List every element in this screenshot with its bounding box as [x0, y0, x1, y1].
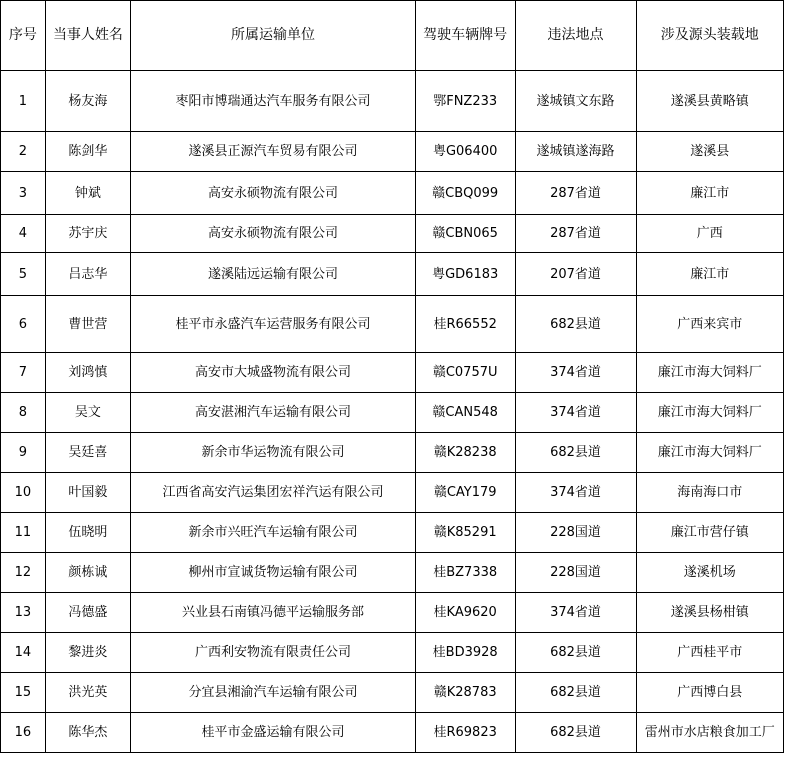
- cell-location: 228国道: [515, 513, 636, 553]
- header-location: 违法地点: [515, 1, 636, 71]
- cell-location: 682县道: [515, 673, 636, 713]
- cell-location: 682县道: [515, 713, 636, 753]
- cell-location: 682县道: [515, 433, 636, 473]
- table-row: [1, 673, 784, 713]
- cell-company: 新余市华运物流有限公司: [131, 433, 416, 473]
- cell-index: 5: [1, 253, 46, 296]
- table-row: [1, 253, 784, 296]
- table-row: [1, 593, 784, 633]
- cell-origin: 雷州市水店粮食加工厂: [636, 713, 784, 753]
- cell-index: 1: [1, 71, 46, 132]
- cell-index: 11: [1, 513, 46, 553]
- table-body: [1, 71, 784, 753]
- cell-plate: 粤GD6183: [415, 253, 515, 296]
- header-row: [1, 1, 784, 71]
- table-row: [1, 633, 784, 673]
- cell-name: 伍晓明: [45, 513, 130, 553]
- cell-origin: 广西博白县: [636, 673, 784, 713]
- cell-location: 374省道: [515, 393, 636, 433]
- cell-plate: 桂R66552: [415, 296, 515, 353]
- cell-name: 吴廷喜: [45, 433, 130, 473]
- cell-company: 江西省高安汽运集团宏祥汽运有限公司: [131, 473, 416, 513]
- cell-index: 6: [1, 296, 46, 353]
- cell-plate: 赣CBN065: [415, 215, 515, 253]
- header-company: 所属运输单位: [131, 1, 416, 71]
- cell-location: 遂城镇文东路: [515, 71, 636, 132]
- cell-index: 9: [1, 433, 46, 473]
- cell-origin: 遂溪县黄略镇: [636, 71, 784, 132]
- cell-location: 207省道: [515, 253, 636, 296]
- cell-plate: 赣K28783: [415, 673, 515, 713]
- table-row: [1, 713, 784, 753]
- cell-origin: 广西来宾市: [636, 296, 784, 353]
- header-origin: 涉及源头装载地: [636, 1, 784, 71]
- cell-plate: 桂KA9620: [415, 593, 515, 633]
- table-row: [1, 513, 784, 553]
- cell-origin: 廉江市海大饲料厂: [636, 433, 784, 473]
- cell-name: 苏宇庆: [45, 215, 130, 253]
- cell-plate: 赣CBQ099: [415, 172, 515, 215]
- cell-name: 陈华杰: [45, 713, 130, 753]
- header-name: 当事人姓名: [45, 1, 130, 71]
- cell-origin: 廉江市: [636, 253, 784, 296]
- cell-company: 遂溪陆远运输有限公司: [131, 253, 416, 296]
- cell-name: 吴文: [45, 393, 130, 433]
- cell-index: 12: [1, 553, 46, 593]
- cell-origin: 遂溪机场: [636, 553, 784, 593]
- cell-name: 叶国毅: [45, 473, 130, 513]
- cell-origin: 遂溪县: [636, 132, 784, 172]
- cell-name: 吕志华: [45, 253, 130, 296]
- table-row: [1, 473, 784, 513]
- cell-company: 分宜县湘渝汽车运输有限公司: [131, 673, 416, 713]
- cell-name: 洪光英: [45, 673, 130, 713]
- cell-index: 10: [1, 473, 46, 513]
- cell-plate: 赣CAY179: [415, 473, 515, 513]
- cell-location: 374省道: [515, 473, 636, 513]
- cell-plate: 鄂FNZ233: [415, 71, 515, 132]
- cell-index: 15: [1, 673, 46, 713]
- cell-location: 374省道: [515, 353, 636, 393]
- cell-plate: 赣CAN548: [415, 393, 515, 433]
- cell-company: 高安永硕物流有限公司: [131, 172, 416, 215]
- cell-origin: 广西桂平市: [636, 633, 784, 673]
- cell-origin: 海南海口市: [636, 473, 784, 513]
- cell-location: 遂城镇遂海路: [515, 132, 636, 172]
- cell-company: 兴业县石南镇冯德平运输服务部: [131, 593, 416, 633]
- cell-name: 曹世营: [45, 296, 130, 353]
- cell-company: 高安市大城盛物流有限公司: [131, 353, 416, 393]
- header-index: 序号: [1, 1, 46, 71]
- cell-name: 杨友海: [45, 71, 130, 132]
- header-plate: 驾驶车辆牌号: [415, 1, 515, 71]
- cell-plate: 赣K85291: [415, 513, 515, 553]
- cell-name: 刘鸿慎: [45, 353, 130, 393]
- cell-plate: 赣K28238: [415, 433, 515, 473]
- cell-company: 桂平市永盛汽车运营服务有限公司: [131, 296, 416, 353]
- cell-origin: 廉江市: [636, 172, 784, 215]
- cell-company: 新余市兴旺汽车运输有限公司: [131, 513, 416, 553]
- cell-location: 228国道: [515, 553, 636, 593]
- cell-location: 374省道: [515, 593, 636, 633]
- cell-name: 黎进炎: [45, 633, 130, 673]
- cell-index: 8: [1, 393, 46, 433]
- cell-location: 682县道: [515, 296, 636, 353]
- cell-plate: 桂BZ7338: [415, 553, 515, 593]
- table-row: [1, 132, 784, 172]
- cell-index: 14: [1, 633, 46, 673]
- cell-name: 钟斌: [45, 172, 130, 215]
- cell-company: 高安湛湘汽车运输有限公司: [131, 393, 416, 433]
- cell-origin: 廉江市海大饲料厂: [636, 353, 784, 393]
- cell-plate: 赣C0757U: [415, 353, 515, 393]
- table-row: [1, 71, 784, 132]
- cell-name: 陈剑华: [45, 132, 130, 172]
- cell-origin: 遂溪县杨柑镇: [636, 593, 784, 633]
- cell-company: 高安永硕物流有限公司: [131, 215, 416, 253]
- cell-location: 287省道: [515, 215, 636, 253]
- cell-company: 遂溪县正源汽车贸易有限公司: [131, 132, 416, 172]
- cell-name: 颜栋诚: [45, 553, 130, 593]
- cell-origin: 廉江市海大饲料厂: [636, 393, 784, 433]
- cell-plate: 粤G06400: [415, 132, 515, 172]
- cell-plate: 桂R69823: [415, 713, 515, 753]
- cell-location: 287省道: [515, 172, 636, 215]
- table-row: [1, 172, 784, 215]
- cell-index: 4: [1, 215, 46, 253]
- cell-company: 桂平市金盛运输有限公司: [131, 713, 416, 753]
- table-row: [1, 296, 784, 353]
- cell-company: 枣阳市博瑞通达汽车服务有限公司: [131, 71, 416, 132]
- cell-plate: 桂BD3928: [415, 633, 515, 673]
- cell-index: 13: [1, 593, 46, 633]
- cell-origin: 广西: [636, 215, 784, 253]
- cell-name: 冯德盛: [45, 593, 130, 633]
- cell-index: 7: [1, 353, 46, 393]
- cell-index: 2: [1, 132, 46, 172]
- cell-location: 682县道: [515, 633, 636, 673]
- table-row: [1, 553, 784, 593]
- cell-company: 柳州市宣诚货物运输有限公司: [131, 553, 416, 593]
- table-row: [1, 353, 784, 393]
- table-row: [1, 433, 784, 473]
- table-row: [1, 393, 784, 433]
- cell-company: 广西利安物流有限责任公司: [131, 633, 416, 673]
- cell-index: 16: [1, 713, 46, 753]
- cell-origin: 廉江市营仔镇: [636, 513, 784, 553]
- table-row: [1, 215, 784, 253]
- cell-index: 3: [1, 172, 46, 215]
